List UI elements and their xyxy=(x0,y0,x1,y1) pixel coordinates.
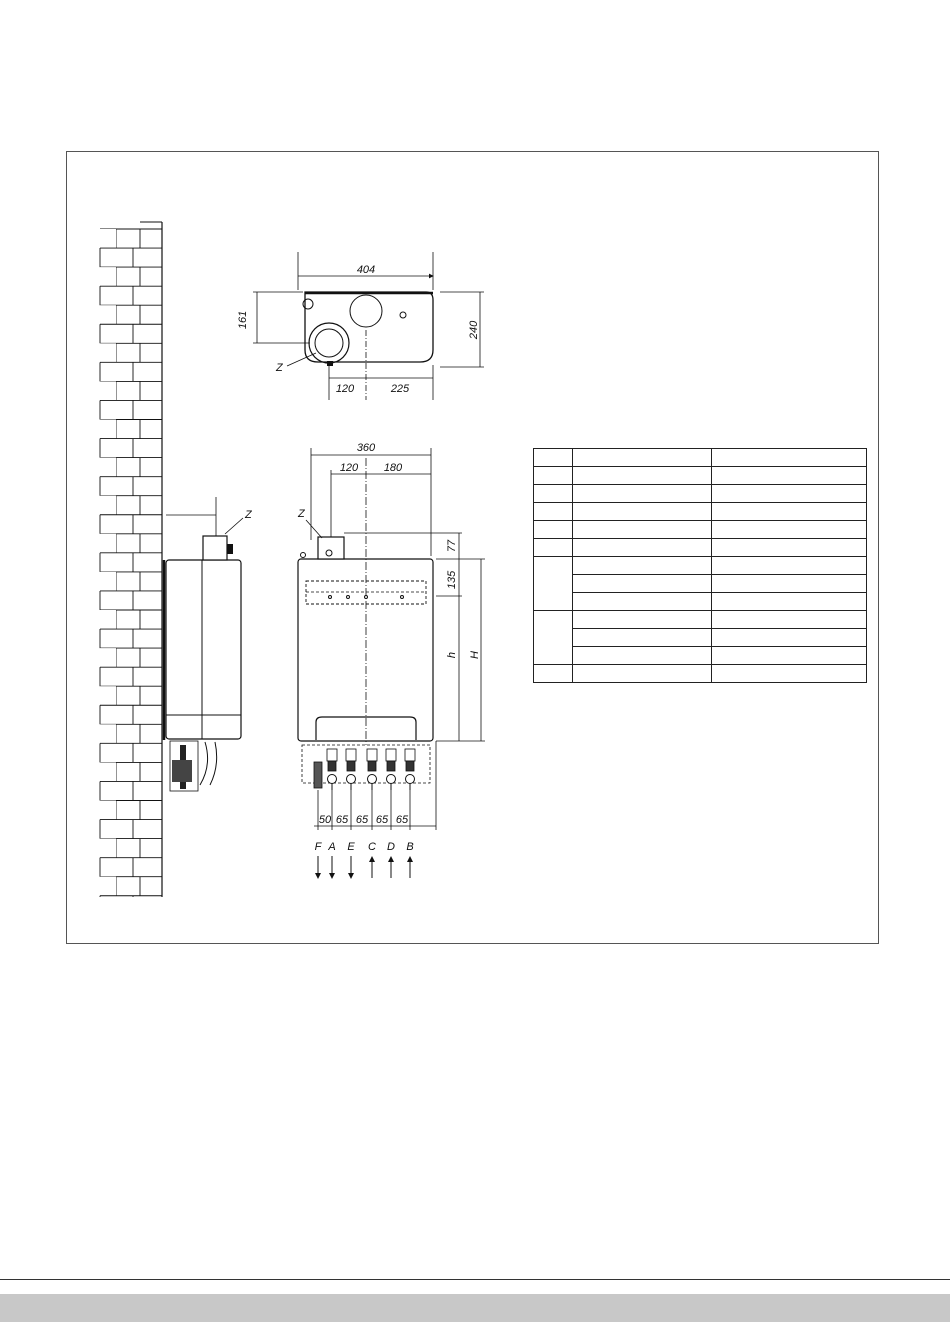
dim-spacing: 65 xyxy=(355,814,369,826)
footer-rule xyxy=(0,1279,950,1280)
table-row xyxy=(534,467,867,485)
front-view xyxy=(297,442,485,878)
table-row xyxy=(534,647,867,665)
valve-body xyxy=(346,749,356,761)
front-body xyxy=(298,559,433,741)
top-clip xyxy=(327,361,333,366)
side-body xyxy=(166,560,241,739)
connection-letter: C xyxy=(368,841,376,853)
table-row xyxy=(534,593,867,611)
valve-nut xyxy=(368,761,376,771)
table-row xyxy=(534,575,867,593)
dim-spacing: 65 xyxy=(375,814,389,826)
dim-77: 77 xyxy=(446,539,458,553)
side-flue xyxy=(203,536,227,560)
label-z-side: Z xyxy=(245,509,252,521)
table-row xyxy=(534,503,867,521)
dim-180: 180 xyxy=(383,462,403,474)
valve-handle xyxy=(347,775,356,784)
drain-pipe xyxy=(314,762,322,788)
connection-letter: B xyxy=(406,841,414,853)
dim-404: 404 xyxy=(356,264,376,276)
connection-letter: A xyxy=(328,841,336,853)
table-row xyxy=(534,485,867,503)
dim-H: H xyxy=(469,651,481,659)
table-row xyxy=(534,539,867,557)
flue-outlet-inner xyxy=(315,329,343,357)
valve-nut xyxy=(328,761,336,771)
label-z-top: Z xyxy=(276,362,283,374)
valve-body xyxy=(367,749,377,761)
valve-handle xyxy=(368,775,377,784)
valve-handle xyxy=(406,775,415,784)
table-row xyxy=(534,629,867,647)
table-row xyxy=(534,611,867,629)
brick-wall xyxy=(100,222,162,897)
connection-letter: E xyxy=(347,841,355,853)
dim-225: 225 xyxy=(390,383,410,395)
dim-spacing: 50 xyxy=(318,814,332,826)
top-opening xyxy=(350,295,382,327)
dim-161: 161 xyxy=(237,310,249,330)
table-row xyxy=(534,665,867,683)
table-row xyxy=(534,449,867,467)
spec-table xyxy=(533,448,867,683)
dim-135: 135 xyxy=(446,570,458,590)
valve-handle xyxy=(387,775,396,784)
dim-h: h xyxy=(446,651,458,659)
table-row xyxy=(534,521,867,539)
valve-body xyxy=(327,749,337,761)
side-valve xyxy=(172,760,192,782)
top-hole xyxy=(400,312,406,318)
connection-letter: D xyxy=(387,841,395,853)
dim-360: 360 xyxy=(356,442,376,454)
footer-band xyxy=(0,1294,950,1322)
valve-nut xyxy=(387,761,395,771)
connection-letter: F xyxy=(314,841,322,853)
dim-spacing: 65 xyxy=(335,814,349,826)
valve-handle xyxy=(328,775,337,784)
side-clip xyxy=(227,544,233,554)
dim-240: 240 xyxy=(468,320,480,340)
label-z-front: Z xyxy=(298,508,305,520)
valve-body xyxy=(405,749,415,761)
table-row xyxy=(534,557,867,575)
dim-120-front: 120 xyxy=(339,462,359,474)
valve-nut xyxy=(406,761,414,771)
connections xyxy=(314,749,415,878)
top-view xyxy=(237,252,484,400)
dim-120-top: 120 xyxy=(335,383,355,395)
valve-body xyxy=(386,749,396,761)
side-view xyxy=(164,497,253,791)
valve-nut xyxy=(347,761,355,771)
dim-spacing: 65 xyxy=(395,814,409,826)
